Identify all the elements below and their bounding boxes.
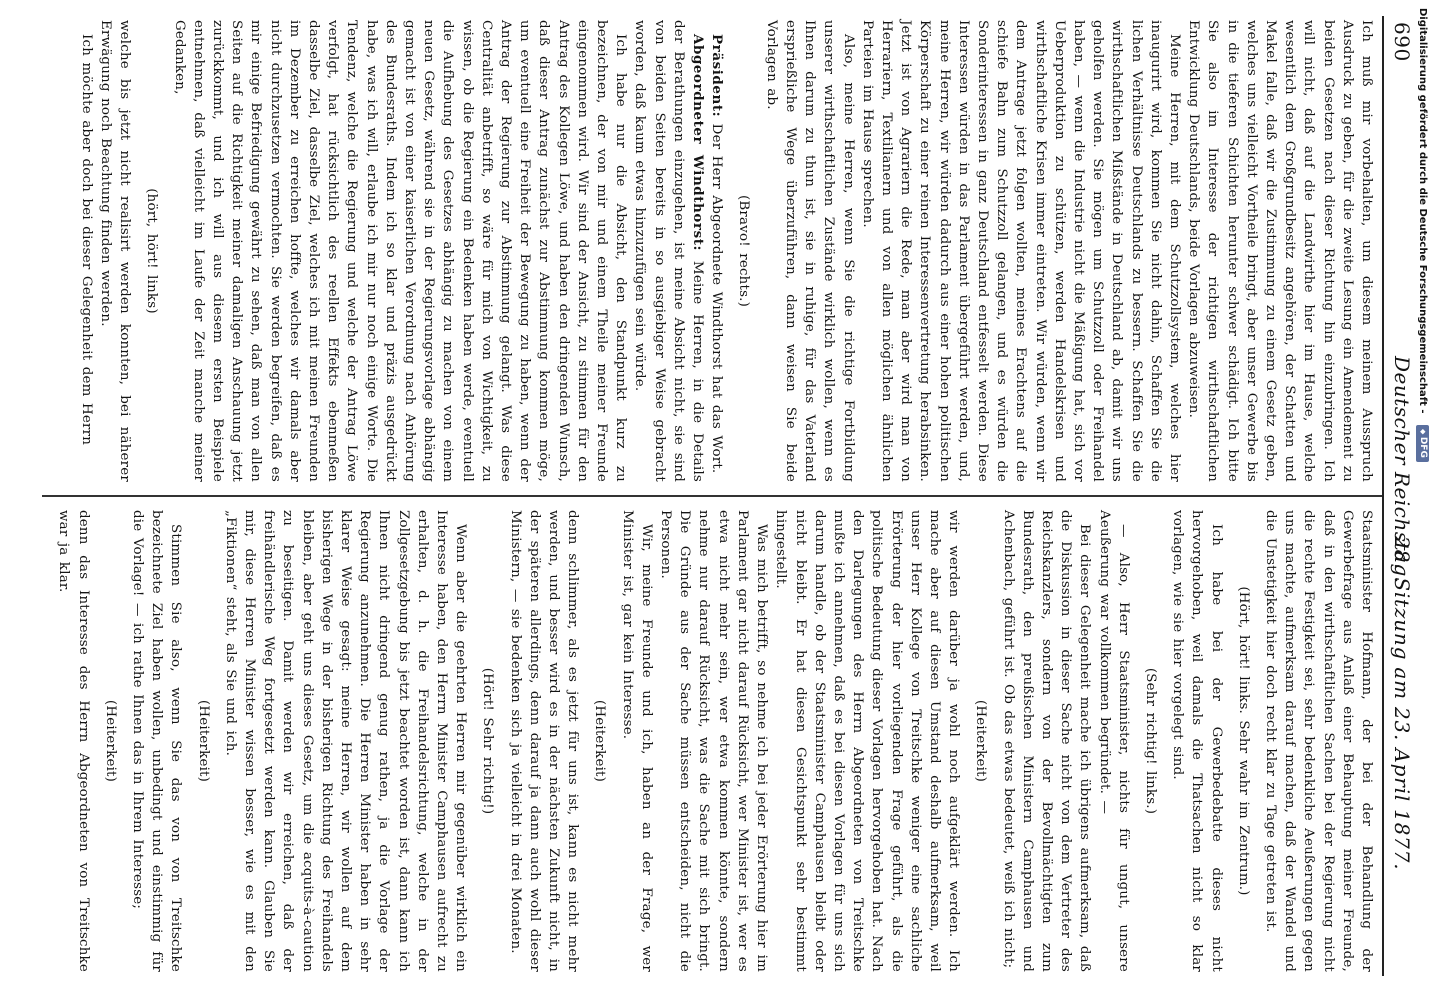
digitization-credit-bar	[1412, 8, 1432, 992]
column-divider	[42, 495, 1382, 497]
paragraph: Staatsminister Hofmann, der bei der Behandlung der Gewerbefrage aus Anlaß einer Behauptung meiner Freunde, daß in den wirthschaftlichen Sachen bei der Regierung nicht die rechte Festigkeit sei, sehr bedenkliche Aeußerungen gegen uns machte, aufmerksam darauf machen, daß der Wandel und die Unstetigkeit hier doch recht klar zu Tage getreten ist.	[1262, 510, 1374, 972]
dfg-logo-icon: ◆ DFG	[1417, 425, 1430, 462]
interjection: (Hört, hört! links. Sehr wahr im Zentrum.)	[1235, 586, 1251, 896]
speech-text: Der Herr Abgeordnete Windthorst hat das Wort.	[709, 117, 725, 474]
header-right-title: 28. Sitzung am 23. April 1877.	[1390, 536, 1414, 871]
paragraph: Ich muß mir vorbehalten, um diesem meinem Ausspruch Ausdruck zu geben, für die zweite Lesung ein Amendement zu beiden Gesetzen nach dieser Richtung hin einzubringen. Ich will nicht, daß auf die Landwirthe hier im Hause, welche wesentlich dem Großgrundbesitz angehören, der Schatten und Makel falle, daß wir die Zustimmung zu einem Gesetz geben, welches uns vielleicht Vortheile bringt, aber unser Gewerbe bis in die tieferen Schichten herunter schwer schädigt. Ich bitte Sie also im Interesse der richtigen wirthschaftlichen Entwicklung Deutschlands, beide Vorlagen abzuweisen.	[1186, 20, 1374, 482]
paragraph: Also, meine Herren, wenn Sie die richtige Fortbildung unserer wirthschaftlichen Zustände wirklich wollen, wenn es Ihnen darum zu thun ist, sie in ruhige, für das Vaterland ersprießliche Wege überzuführen, dann weisen Sie beide Vorlagen ab.	[763, 20, 856, 482]
rotated-newspaper-page	[26, 16, 1416, 976]
paragraph: Meine Herren, mit dem Schutzzollsystem, welches hier inaugurirt wird, kommen Sie nicht dahin, Schaffen Sie die lichen Verhältnisse Deutschlands zu bessern. Schaffen Sie die wirthschaftlichen Mißstände in Deutschland ab, damit wir uns geholfen werden. Sie mögen um Schutzzoll oder Freihandel haben, — wenn die Industrie nicht die Mäßigung hat, sich vor Ueberproduktion zu schützen, werden Handelskrisen und wirthschaftliche Krisen immer eintreten. Wir würden, wenn wir dem Antrage jetzt folgen wollten, meines Erachtens auf die schiefe Bahn zum Schutzzoll gelangen, und es würden die Sonderinteressen in ganz Deutschland entfesselt werden. Diese Interessen würden in das Parlament übergeführt werden, und, meine Herren, wir würden dadurch aus einer hohen politischen Körperschaft zu einer reinen Interessenvertretung herabsinken. Jetzt ist von Agrariern die Rede, man aber wird man von Herrariern, Textilianern und von allen möglichen ähnlichen Parteien im Hause sprechen.	[859, 20, 1182, 482]
interjection: (Heiterkeit)	[195, 699, 211, 783]
paragraph: Ich habe bei der Gewerbedebatte dieses nicht hervorgehoben, weil damals die Thatsachen nicht so klar vorlagen, wie sie hier vorgelegt sind.	[1170, 510, 1224, 972]
left-column	[77, 20, 1376, 482]
speech-text: Meine Herren, in die Details der Berathungen einzugehen, ist meine Absicht nicht, sie sind von beiden Seiten bereits in so ausgiebiger Weise gebracht worden, daß kaum etwas hinzuzufügen sein würde.	[632, 20, 706, 482]
paragraph: welche bis jetzt nicht realisirt werden konnten, bei näherer Erwägung noch Beachtung finden werden.	[98, 20, 133, 482]
right-column	[54, 510, 1376, 972]
paragraph: wir werden darüber ja wohl noch aufgeklärt werden. Ich mache aber auf diesen Umstand deshalb aufmerksam, weil unser Herr Kollege von Treitschke weniger eine sachliche Erörterung der hier vorliegenden Frage geführt, als die politische Bedeutung dieser Vorlagen hervorgehoben hat. Nach den Darlegungen des Herrn Abgeordneten von Treitschke mußte ich annehmen, daß es bei diesen Vorlagen für uns sich darum handle, ob der Staatsminister Camphausen bleibt oder nicht bleibt. Er hat diesen Gesichtspunkt sehr bestimmt hingestellt.	[773, 510, 962, 972]
interjection: (Heiterkeit)	[102, 699, 118, 783]
paragraph: Stimmen Sie also, wenn Sie das von von Treitschke bezeichnete Ziel haben wollen, unbedingt und einstimmig für die Vorlage! — ich rathe Ihnen das in Ihrem Interesse;	[130, 510, 184, 972]
header-rule	[1382, 16, 1384, 976]
header-left-title: Deutscher Reichstag.	[1390, 356, 1414, 584]
page-number: 690	[1390, 22, 1414, 62]
interjection: (Heiterkeit)	[592, 699, 608, 783]
page-header	[1382, 16, 1416, 976]
interjection: (Heiterkeit)	[973, 699, 989, 783]
paragraph: Wir, meine Freunde und ich, haben an der Frage, wer Minister ist, gar kein Interesse.	[619, 510, 654, 972]
paragraph: Was mich betrifft, so nehme ich bei jeder Erörterung hier im Parlament gar nicht darauf Rücksicht, wer Minister ist, wer es etwa nicht mehr sein, wer etwa kommen könnte, sondern nehme nur darauf Rücksicht, was die Sache mit sich bringt. Die Gründe aus der Sache müssen entscheiden, nicht die Personen.	[658, 510, 770, 972]
paragraph: Ich habe nur die Absicht, den Standpunkt kurz zu bezeichnen, der von mir und einem Theile meiner Freunde eingenommen wird. Wir sind der Ansicht, zu stimmen für den Antrag des Kollegen Löwe, und haben den dringenden Wunsch, daß dieser Antrag zunächst zur Abstimmung kommen möge, um eventuell eine Freiheit der Bewegung zu haben, wenn der Antrag der Regierung zur Abstimmung gelangt. Was diese Centralität anbetrifft, so wäre für mich von Wichtigkeit, zu wissen, ob die Regierung ein Bedenken haben werde, eventuell die Aufhebung des Gesetzes abhängig zu machen von einem neuen Gesetz, während sie in der Regierungsvorlage abhängig gemacht ist von einer kaiserlichen Verordnung nach Anhörung des Bundesraths. Indem ich so klar und präzis ausgedrückt habe, was ich will, erlaube ich mir nur noch einige Worte. Die Tendenz, welche die Regierung und welche der Antrag Löwe verfolgt, hat rücksichtlich des reellen Effekts ebenmeßen dasselbe Ziel, dasselbe Ziel, welches ich mit meinen Freunden im Dezember zu erreichen hoffte, welches wir damals aber nicht durchzusetzen vermochten. Sie werden begreifen, daß es mir einige Befriedigung gewährt zu sehen, daß man von allen Seiten auf die Richtigkeit meiner damaligen Anschauung jetzt zurückkommt, und ich will aus diesem ersten Beispiele entnehmen, daß vielleicht im Laufe der Zeit manche meiner Gedanken,	[171, 20, 629, 482]
speaker-label: Präsident:	[709, 34, 726, 118]
speaker-paragraph	[630, 20, 707, 482]
interjection: (Hört! Sehr richtig!)	[480, 667, 496, 815]
digitization-credit	[1412, 8, 1432, 992]
president-paragraph	[707, 20, 726, 482]
applause-remark: (Bravo! rechts.)	[736, 194, 752, 308]
interjection: (Sehr richtig! links.)	[1142, 667, 1158, 815]
paragraph: Ich möchte aber doch bei dieser Gelegenheit dem Herrn	[78, 34, 94, 446]
paragraph: Bei dieser Gelegenheit mache ich übrigens aufmerksam, daß die Diskussion in dieser Sache nicht von dem Vertreter des Reichskanzlers, sondern von der Bevollmächtigten zum Bundesrath, den preußischen Ministern Camphausen und Achenbach, geführt ist. Ob das etwas bedeutet, weiß ich nicht;	[1000, 510, 1093, 972]
credit-text: Digitalisierung gefördert durch die Deutsche Forschungsgemeinschaft -	[1417, 8, 1428, 414]
paragraph: Wenn aber die geehrten Herren mir gegenüber wirklich ein Interesse haben, den Herrn Minister Camphausen aufrecht zu erhalten, d. h. die Freihandelsrichtung, welche in der Zollgesetzgebung bis jetzt beachtet worden ist, dann kann ich Ihnen nicht dringend genug rathen, ja die Vorlage der Regierung anzunehmen. Die Herren Minister haben in sehr klarer Weise gesagt: meine Herren, wir wollen auf dem bisherigen Wege in der bisherigen Richtung des Freihandels bleiben, aber geht uns dieses Gesetz, um die acquits-à-caution zu beseitigen. Damit werden wir erreichen, daß der freihändlerische Weg fortgesetzt werden kann. Glauben Sie mir, diese Herren Minister wissen besser, wie es mit den „Fiktionen“ steht, als Sie und ich.	[222, 510, 469, 972]
speaker-label: Abgeordneter Windthorst:	[690, 34, 707, 252]
applause-remark: (hört, hört! links)	[144, 188, 160, 314]
paragraph: denn schlimmer, als es jetzt für uns ist, kann es nicht mehr werden, und besser wird es in der nächsten Zukunft nicht, in der späteren allerdings, denn darauf ja dann auch wohl dieser Ministern, — sie bedenken sich ja vielleicht in drei Monaten.	[507, 510, 581, 972]
paragraph: — Also, Herr Staatsminister, nichts für ungut, unsere Aeußerung war vollkommen begründet. —	[1096, 510, 1131, 972]
paragraph: denn das Interesse des Herrn Abgeordneten von Treitschke war ja klar.	[56, 510, 91, 972]
